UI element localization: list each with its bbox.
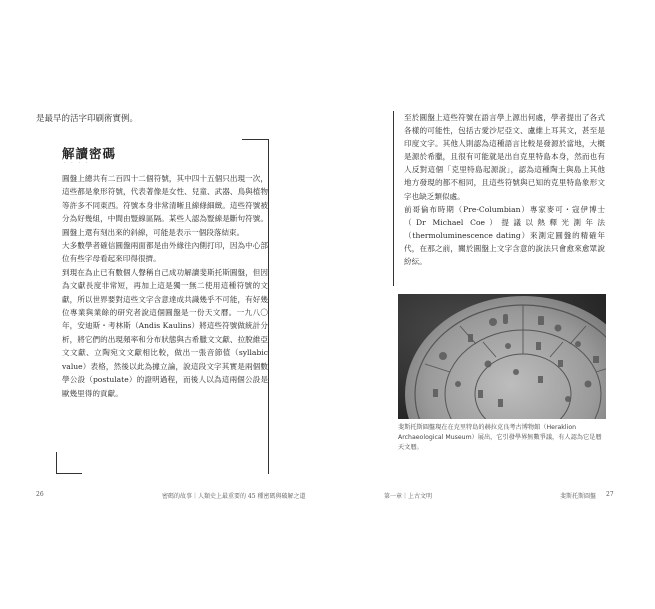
box-bottom-rule [56,473,82,474]
box-left-rule [56,452,57,474]
sidebar-paragraph: 到現在為止已有數個人聲稱自己成功解讀斐斯托斯圓盤，但因為文獻長度非常短，再加上這是獨一無二使用這種符號的文獻，所以世界要對這些文字含意達成共識幾乎不可能，有好幾位專業與業餘的研究者說這個圓盤是一份天文曆。一九八〇年，安迪斯・考林斯（Andis Kaulins）將這些符號做統計分析，將它們的出現頻率和分布狀態與古希臘文文獻、拉脫維亞文文獻、立陶宛文文獻相比較，做出一張音節值（syllabic value）表格，然後以此為據立論，說這段文字其實是兩個數學公設（postulate）的證明過程，而後人以為這兩個公設是歐幾里得的貢獻。 [62,267,268,398]
right-section-title: 斐斯托斯圓盤 [560,493,597,500]
phaistos-disc-photo [398,294,606,419]
left-page-number: 26 [36,491,44,498]
box-top-rule [242,139,268,140]
sidebar-box-title: 解讀密碼 [62,146,117,161]
left-running-title: 密碼的故事｜人類史上最重要的 45 種密碼與破解之道 [162,493,306,500]
right-page-number: 27 [606,491,614,498]
sidebar-paragraph: 圓盤上總共有二百四十二個符號，其中四十五個只出現一次，這些都是象形符號，代表著像是女性、兒童、武器、鳥與植物等許多不同東西。符號本身非常清晰且線條細緻。這些符號被分為好幾組，中間由豎線區隔。某些人認為豎線是斷句符號。圓盤上還有刻出來的斜線，可能是表示一個段落結束。 [62,174,268,237]
body-paragraph: 前哥倫布時期（Pre-Columbian）專家麥可・寇伊博士（Dr Michael Coe）提議以熱釋光測年法（thermoluminescence dating）來測定圓盤的精確年代，在那之前，關於圓盤上文字含意的說法只會愈來愈眾說紛紜。 [404,204,605,267]
sidebar-paragraph: 大多數學者確信圓盤兩面都是由外緣往內側打印，因為中心部位有些字母看起來印得很擠。 [62,241,268,264]
photo-caption: 斐斯托斯圓盤現在在克里特島的赫拉克良考古博物館（Heraklion Archaeological Museum）展出，它引發學界無數爭議，有人認為它是曆天文曆。 [398,424,602,451]
body-paragraph: 至於圓盤上這些符號在語言學上源出何處，學者提出了各式各樣的可能性，包括古愛沙尼亞文、盧維上耳其文，甚至是印度文字。其他人則認為這種語言比較是發源於當地，大概是源於希臘，且很有可能就是出自克里特島本身，然而也有人反對這個「克里特島起源說」，認為這種陶土與島上其他地方發現的都不相同，且這些符號與已知的克里特島象形文字也缺乏類似處。 [404,113,605,201]
sidebar-box-body [62,172,268,400]
right-running-title: 第一章｜上古文明 [384,493,433,500]
left-intro-text: 是最早的活字印刷術實例。 [36,114,139,124]
sidebar-box-title-dots: · · · · [64,160,90,166]
right-body-text [393,111,605,286]
